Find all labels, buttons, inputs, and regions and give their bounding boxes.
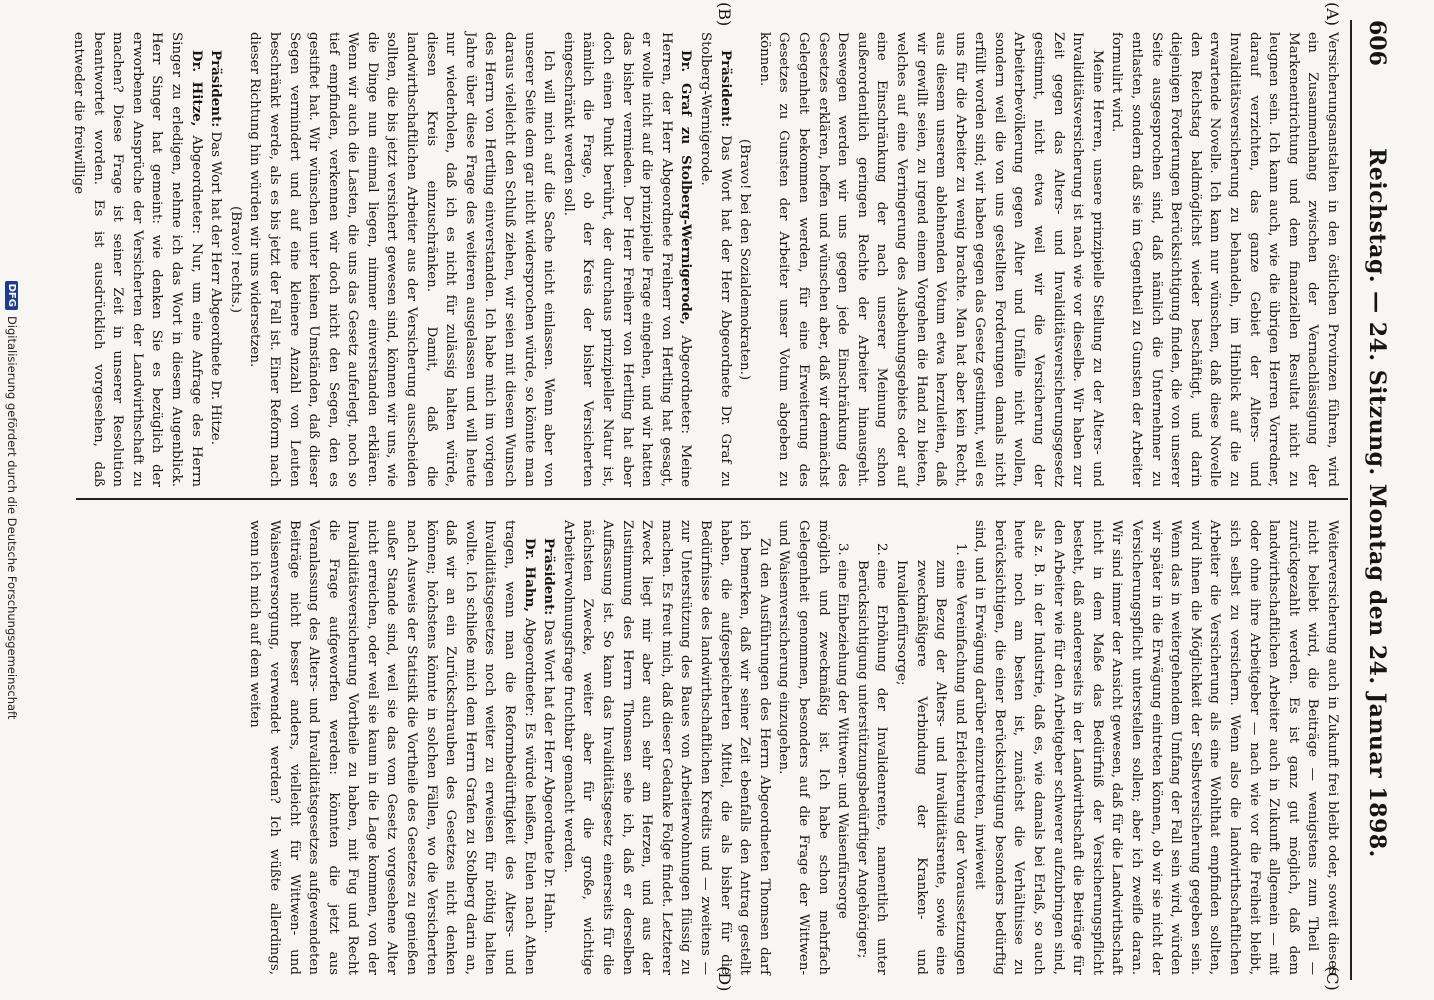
page-header xyxy=(1360,20,1394,980)
speaker-name: Dr. Hitze, xyxy=(188,50,205,127)
speech-text: Das Wort hat der Herr Abgeordnete Dr. Graf zu Stolberg-Wernigerode. xyxy=(698,32,733,487)
speaker-paragraph xyxy=(539,520,559,975)
list-item: 2. eine Erhöhung der Invalidenrente, namentlich unter Berücksichtigung unterstützungsbedürftiger Angehöriger; xyxy=(852,560,891,975)
speaker-paragraph xyxy=(206,32,226,487)
numbered-list xyxy=(833,520,970,975)
running-title: Reichstag. — 24. Sitzung. Montag den 24. Januar 1898. xyxy=(1364,148,1390,858)
speaker-paragraph xyxy=(695,32,734,487)
column-divider xyxy=(76,498,1348,500)
speaker-name: Dr. Graf zu Stolberg-Wernigerode, xyxy=(678,50,695,325)
digitization-credit xyxy=(2,0,22,1000)
dfg-logo: DFG xyxy=(6,281,19,310)
speech-text: Abgeordneter: Nur, um eine Anfrage des Herrn Singer zu erledigen, nehme ich das Wort in diesem Augenblick. Herr Singer hat gemeint: wie denken Sie es bezüglich der erworbenen Ansprüche der Versicherten der Landwirthschaft zu machen? Diese Frage ist seiner Zeit in unserer Resolution beantwortet worden. Es ist ausdrücklich vorgesehen, daß entweder die freiwillige xyxy=(71,32,204,487)
paragraph: möglich und zweckmäßig ist. Ich habe schon mehrfach Gelegenheit genommen, besonders auf die Frage der Wittwen- und Waisenversicherung einzugehen. xyxy=(776,520,831,975)
speaker-name: Präsident: xyxy=(717,50,734,128)
paragraph: Versicherungsanstalten in den östlichen Provinzen führen, wird ein Zusammenhang zwischen der Vernachlässigung der Markenentrichtung und dem finanziellen Resultat nicht zu leugnen sein. Ich kann auch, wie die übrigen Herren Vorredner, darauf verzichten, das ganze Gebiet der Alters- und Invaliditätsversicherung zu behandeln, im Hinblick auf die zu erwartende Novelle. Ich kann nur wünschen, daß diese Novelle den Reichstag baldmöglichst wieder beschäftigt, und darin diejenigen Forderungen Berücksichtigung finden, die von unserer Seite ausgesprochen sind, daß nämlich die Unternehmer zu entlasten, sondern daß sie im Gegentheil zu Gunsten der Arbeiter formulirt wird. xyxy=(1109,32,1340,487)
speaker-paragraph xyxy=(245,520,539,975)
speech-text: Das Wort hat der Herr Abgeordnete Dr. Hitze. xyxy=(208,127,224,445)
paragraph: Meine Herren, unsere prinzipielle Stellung zu der Alters- und Invaliditätsversicherung ist nach wie vor dieselbe. Wir haben zur Zeit gegen das Alters- und Invaliditätsversicherungsgesetz gestimmt, nicht etwa weil wir die Versicherung der Arbeiterbevölkerung gegen Alter und Unfälle nicht wollen, sondern weil die von uns gestellten Forderungen damals nicht erfüllt worden sind; wir haben gegen das Gesetz gestimmt, weil es uns für die Arbeiter zu wenig brachte. Man hat aber kein Recht, aus diesem unserem ablehnenden Votum etwa herzuleiten, daß wir gewillt seien, zu irgend einem Vorgehen die Hand zu bieten, welches auf eine Verringerung des Ausbehungsgebiets oder auf eine Einschränkung der nach unserer Meinung schon außerordentlich geringen Rechte der Arbeiter hinausgeht. Deswegen werden wir uns gegen jede Einschränkung des Gesetzes erklären, hoffen und wünschen aber, daß wir demnächst Gelegenheit bekommen werden, für eine Erweiterung des Gesetzes zu Gunsten der Arbeiter unser Votum abgeben zu können. xyxy=(756,32,1105,487)
speech-text: Abgeordneter: Es würde heißen, Eulen nach Athen tragen, wenn man die Reformbedürftigkeit des Alters- und Invaliditätsgesetzes noch weiter zu erweisen für nöthig halten wollte. Ich schließe mich dem Herrn Grafen zu Stolberg darin an, daß wir an ein Zurückschrauben des Gesetzes nicht denken können; höchstens könnte in solchen Fällen, wo die Versicherten nach Ausweis der Statistik die Vortheile des Gesetzes zu genießen außer Stande sind, weil sie das vom Gesetz vorgesehene Alter nicht erreichen, oder weil sie kaum in die Lage kommen, von der Invaliditätsversicherung Vortheile zu haben, mit Fug und Recht die Frage aufgeworfen werden: könnten die jetzt aus Veranlassung des Alters- und Invaliditätsgesetzes aufgewendeten Beiträge nicht besser anders, vielleicht für Wittwen- und Waisenversorgung, verwendet werden? Ich wüßte allerdings, wenn ich mich auf dem weiten xyxy=(247,520,537,975)
right-column xyxy=(245,520,1342,975)
margin-mark-c: (C) xyxy=(1323,966,1342,991)
left-column xyxy=(68,32,1342,487)
speaker-name: Präsident: xyxy=(541,538,558,616)
margin-mark-d: (D) xyxy=(715,966,734,992)
margin-mark-a: (A) xyxy=(1323,2,1342,27)
margin-mark-b: (B) xyxy=(715,2,734,27)
speaker-name: Dr. Hahn, xyxy=(521,538,538,613)
credit-text: Digitalisierung gefördert durch die Deutsche Forschungsgemeinschaft xyxy=(5,315,19,720)
speech-text: Abgeordneter: Meine Herren, der Herr Abgeordnete Freiherr von Hertling hat gesagt, er wolle nicht auf die prinzipielle Frage eingehen, und wir hatten das bisher vermieden. Der Herr Freiherr von Hertling hat aber doch einen Punkt berührt, der durchaus prinzipieller Natur ist, nämlich die Frage, ob der Kreis der bisher Versicherten eingeschränkt werden soll. xyxy=(560,32,694,488)
speaker-paragraph xyxy=(68,32,205,487)
applause-note: (Bravo! bei den Sozialdemokraten.) xyxy=(737,138,753,381)
paragraph: Ich will mich auf die Sache nicht einlassen. Wenn aber von unserer Seite dem gar nicht widersprochen würde, so könnte man daraus vielleicht den Schluß ziehen, wir seien mit diesem Wunsch des Herrn von Hertling einverstanden. Ich habe mich im vorigen Jahre über diese Frage des weiteren ausgelassen und will heute nur wiederholen, daß ich es nicht für zulässig halten würde, diesen Kreis einzuschränken. Damit, daß die landwirthschaftlichen Arbeiter aus der Versicherung ausscheiden sollten, die bis jetzt versichert gewesen sind, können wir uns, wie die Dinge nun einmal liegen, nimmer einverstanden erklären. Wenn wir auch die Lasten, die uns das Gesetz auferlegt, noch so tief empfinden, verkennen wir doch nicht den Segen, den es gestiftet hat. Wir wünschen unter keinen Umständen, daß dieser Segen vermindert und auf eine kleinere Anzahl von Leuten beschränkt werde, als es bis jetzt der Fall ist. Einer Reform nach dieser Richtung hin würden wir uns widersetzen. xyxy=(247,32,557,487)
speaker-name: Präsident: xyxy=(208,50,225,128)
paragraph: Weiterversicherung auch in Zukunft frei bleibt oder, soweit dieses nicht beliebt wird, die Beiträge — wenigstens zum Theil — zurückgezahlt werden. Es ist ganz gut möglich, daß dem landwirthschaftlichen Arbeiter auch in Zukunft allgemein — mit oder ohne ihre Arbeitgeber — nach wie vor die Freiheit bleibt, sich selbst zu versichern. Wenn also die landwirthschaftlichen Arbeiter die Versicherung als eine Wohlthat empfinden sollten, wird ihnen die Möglichkeit der Selbstversicherung gegeben sein. Wenn das in weitergehendem Umfang der Fall sein wird, würden wir später in die Erwägung eintreten können, ob wir sie nicht der Versicherungspflicht unterstellen sollen; aber ich zweifle daran. Wir sind immer der Ansicht gewesen, daß für die Landwirthschaft nicht in dem Maße das Bedürfniß der Versicherungspflicht besteht, daß andererseits in der Landwirthschaft die Beiträge für den Arbeiter wie für den Arbeitgeber schwerer aufzubringen sind, als z. B. in der Industrie, daß es, wie damals bei Erlaß, so auch heute noch am besten ist, zunächst die Verhältnisse zu berücksichtigen, die einer Berücksichtigung besonders bedürftig sind, und in Erwägung darüber einzutreten, inwieweit xyxy=(972,520,1340,975)
list-item: 3. eine Einbeziehung der Wittwen- und Waisenfürsorge xyxy=(833,560,853,975)
header-rule xyxy=(1350,20,1352,980)
paragraph: Zu den Ausführungen des Herrn Abgeordneten Thomsen darf ich bemerken, daß wir seiner Zeit ebenfalls den Antrag gestellt haben, die aufgespeicherten Mittel, die als bisher für die Bedürfnisse des landwirthschaftlichen Kredits und — zweitens — zur Unterstützung des Baues von Arbeiterwohnungen flüssig zu machen. Es freut mich, daß dieser Gedanke Folge findet. Letzterer Zweck liegt mir aber auch sehr am Herzen, und aus der Zustimmung des Herrn Thomsen sehe ich, daß er derselben Auffassung ist. So kann das Invaliditätsgesetz einerseits für die nächsten Zwecke, weiter aber für die große, wichtige Arbeiterwohnungsfrage fruchtbar gemacht werden. xyxy=(560,520,772,975)
list-item: 1. eine Vereinfachung und Erleichterung der Voraussetzungen zum Bezug der Alters- und Invaliditätsrente, sowie eine zweckmäßigere Verbindung der Kranken- und Invalidenfürsorge; xyxy=(891,560,969,975)
applause-note: (Bravo! rechts.) xyxy=(227,206,243,313)
speaker-paragraph xyxy=(558,32,695,487)
page-number: 606 xyxy=(1364,20,1390,66)
speech-text: Das Wort hat der Herr Abgeordnete Dr. Hahn. xyxy=(541,615,557,934)
